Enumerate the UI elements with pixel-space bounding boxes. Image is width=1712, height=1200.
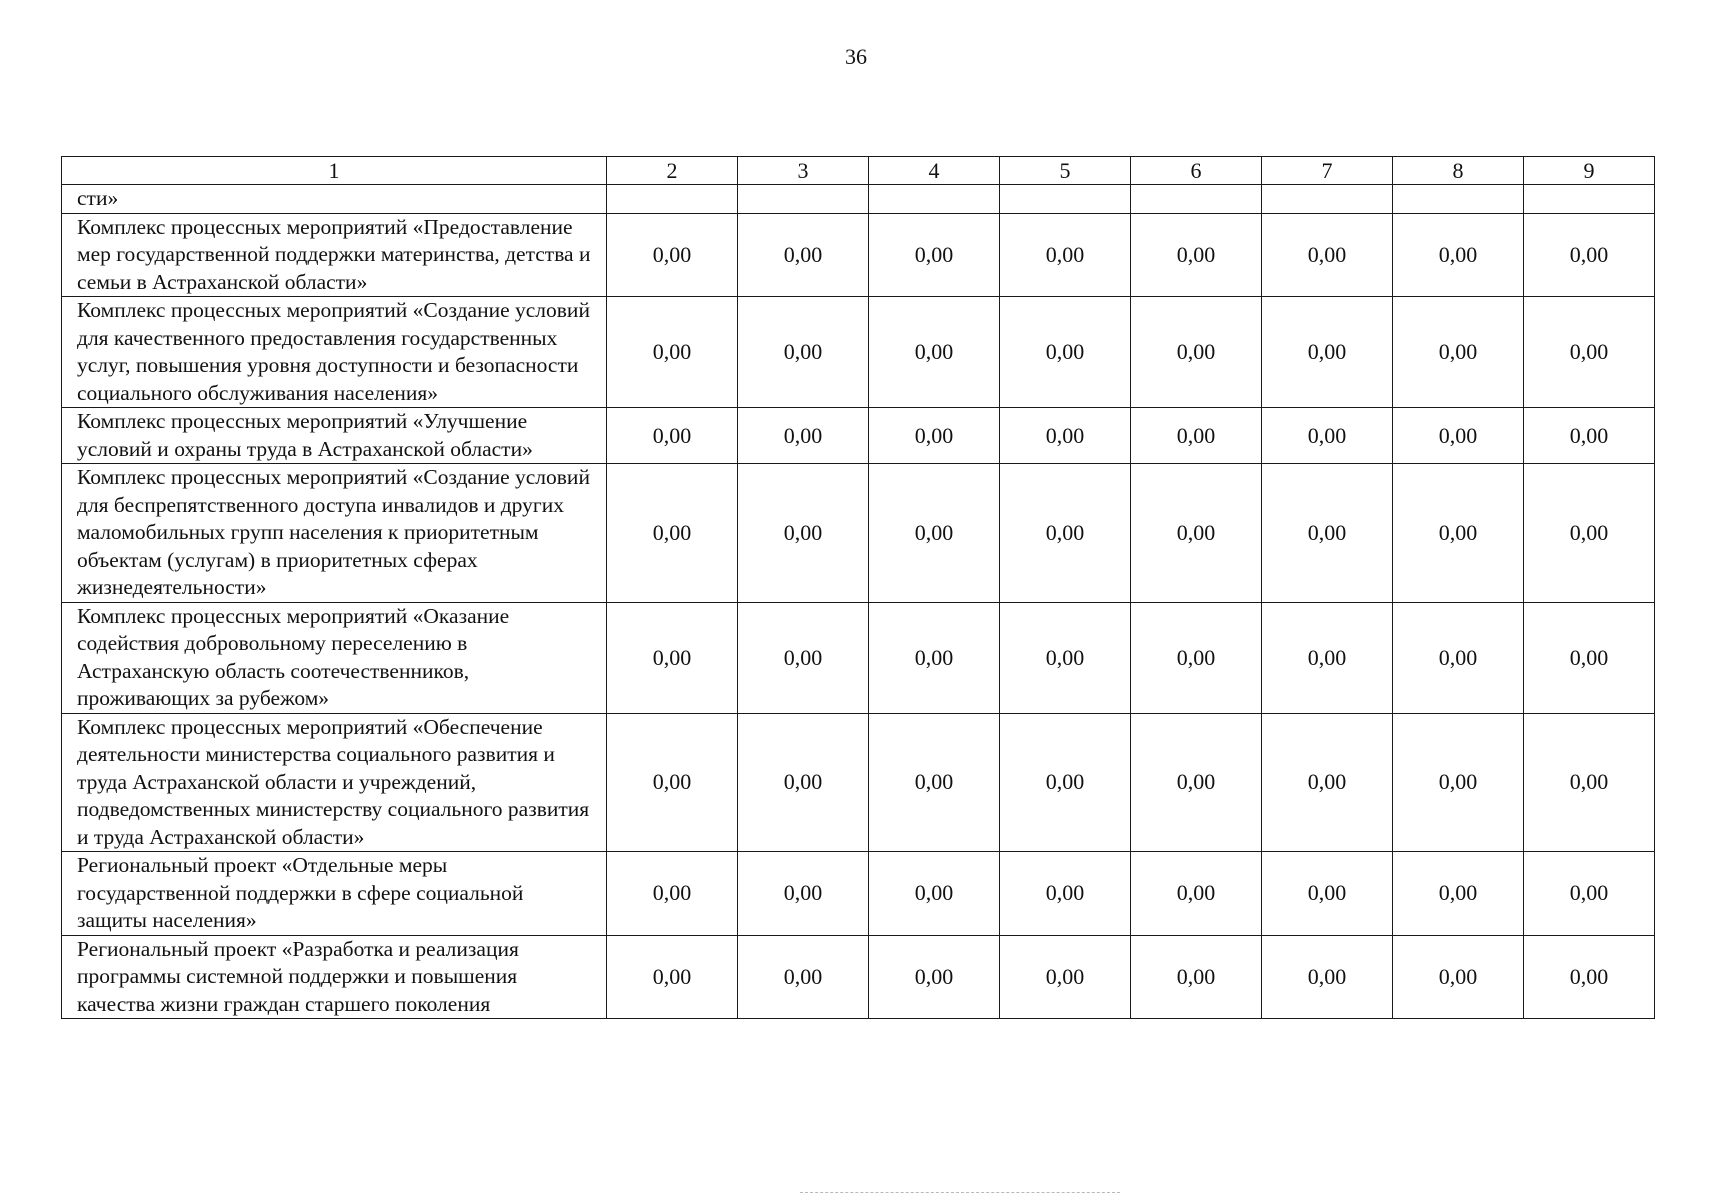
value-cell: [1393, 185, 1524, 214]
column-header: 8: [1393, 157, 1524, 185]
value-cell: 0,00: [1131, 713, 1262, 852]
value-cell: 0,00: [738, 935, 869, 1019]
column-header: 4: [869, 157, 1000, 185]
value-cell: 0,00: [1131, 935, 1262, 1019]
value-cell: [1524, 185, 1655, 214]
value-cell: 0,00: [1000, 602, 1131, 713]
table-row: [62, 408, 1655, 464]
row-name-cell: Комплекс процессных мероприятий «Обеспечение деятельности министерства социального развития и труда Астраханской области и учреждений, подведомственных министерству социального развития и труда Астраханской области»: [62, 713, 607, 852]
table-header-row: [62, 157, 1655, 185]
value-cell: 0,00: [1000, 408, 1131, 464]
value-cell: 0,00: [738, 408, 869, 464]
table-row: [62, 713, 1655, 852]
column-header: 9: [1524, 157, 1655, 185]
value-cell: 0,00: [1524, 852, 1655, 936]
value-cell: 0,00: [1000, 213, 1131, 297]
row-name-cell: Региональный проект «Отдельные меры государственной поддержки в сфере социальной защиты населения»: [62, 852, 607, 936]
value-cell: 0,00: [738, 297, 869, 408]
table-row: [62, 464, 1655, 603]
row-name-cell: Региональный проект «Разработка и реализация программы системной поддержки и повышения качества жизни граждан старшего поколения: [62, 935, 607, 1019]
value-cell: 0,00: [607, 935, 738, 1019]
value-cell: 0,00: [1393, 602, 1524, 713]
value-cell: 0,00: [738, 464, 869, 603]
value-cell: 0,00: [869, 852, 1000, 936]
value-cell: 0,00: [1524, 602, 1655, 713]
value-cell: 0,00: [1262, 935, 1393, 1019]
value-cell: 0,00: [738, 713, 869, 852]
value-cell: 0,00: [1393, 408, 1524, 464]
table-row: [62, 602, 1655, 713]
value-cell: 0,00: [869, 408, 1000, 464]
value-cell: 0,00: [738, 852, 869, 936]
value-cell: 0,00: [738, 213, 869, 297]
value-cell: 0,00: [1131, 297, 1262, 408]
value-cell: 0,00: [607, 602, 738, 713]
value-cell: 0,00: [1262, 852, 1393, 936]
column-header: 7: [1262, 157, 1393, 185]
column-header: 6: [1131, 157, 1262, 185]
value-cell: 0,00: [607, 713, 738, 852]
value-cell: 0,00: [1393, 935, 1524, 1019]
column-header: 1: [62, 157, 607, 185]
table-row: [62, 852, 1655, 936]
value-cell: 0,00: [607, 297, 738, 408]
value-cell: 0,00: [1131, 464, 1262, 603]
value-cell: 0,00: [1393, 297, 1524, 408]
value-cell: 0,00: [1524, 464, 1655, 603]
value-cell: [738, 185, 869, 214]
value-cell: 0,00: [869, 213, 1000, 297]
value-cell: 0,00: [607, 408, 738, 464]
table-row: [62, 213, 1655, 297]
page-number: 36: [845, 44, 867, 69]
value-cell: 0,00: [1393, 464, 1524, 603]
value-cell: 0,00: [1262, 297, 1393, 408]
value-cell: [1000, 185, 1131, 214]
value-cell: 0,00: [1131, 852, 1262, 936]
value-cell: 0,00: [1524, 713, 1655, 852]
row-name-cell: Комплекс процессных мероприятий «Оказание содействия добровольному переселению в Астраханскую область соотечественников, проживающих за рубежом»: [62, 602, 607, 713]
row-name-cell: Комплекс процессных мероприятий «Создание условий для беспрепятственного доступа инвалидов и других маломобильных групп населения к приоритетным объектам (услугам) в приоритетных сферах жизнедеятельности»: [62, 464, 607, 603]
row-name-cell: сти»: [62, 185, 607, 214]
value-cell: [607, 185, 738, 214]
value-cell: 0,00: [738, 602, 869, 713]
value-cell: 0,00: [1131, 213, 1262, 297]
value-cell: 0,00: [869, 602, 1000, 713]
table-row: [62, 185, 1655, 214]
value-cell: [1131, 185, 1262, 214]
row-name-cell: Комплекс процессных мероприятий «Предоставление мер государственной поддержки материнства, детства и семьи в Астраханской области»: [62, 213, 607, 297]
column-header: 2: [607, 157, 738, 185]
row-name-cell: Комплекс процессных мероприятий «Создание условий для качественного предоставления государственных услуг, повышения уровня доступности и безопасности социального обслуживания населения»: [62, 297, 607, 408]
value-cell: 0,00: [1524, 297, 1655, 408]
value-cell: 0,00: [1000, 852, 1131, 936]
value-cell: 0,00: [607, 464, 738, 603]
value-cell: 0,00: [1393, 213, 1524, 297]
value-cell: 0,00: [1000, 935, 1131, 1019]
column-header: 3: [738, 157, 869, 185]
value-cell: 0,00: [1262, 464, 1393, 603]
value-cell: 0,00: [869, 297, 1000, 408]
value-cell: 0,00: [1131, 602, 1262, 713]
value-cell: 0,00: [607, 213, 738, 297]
value-cell: 0,00: [869, 464, 1000, 603]
table-row: [62, 935, 1655, 1019]
value-cell: 0,00: [1393, 713, 1524, 852]
value-cell: 0,00: [1524, 408, 1655, 464]
row-name-cell: Комплекс процессных мероприятий «Улучшение условий и охраны труда в Астраханской области»: [62, 408, 607, 464]
value-cell: 0,00: [1262, 408, 1393, 464]
value-cell: 0,00: [1000, 297, 1131, 408]
value-cell: 0,00: [1262, 602, 1393, 713]
value-cell: 0,00: [1524, 213, 1655, 297]
value-cell: 0,00: [1393, 852, 1524, 936]
value-cell: 0,00: [1131, 408, 1262, 464]
value-cell: 0,00: [869, 713, 1000, 852]
value-cell: 0,00: [607, 852, 738, 936]
data-table: [61, 156, 1655, 1019]
value-cell: 0,00: [1000, 713, 1131, 852]
scan-artifact-line: [800, 1192, 1120, 1194]
column-header: 5: [1000, 157, 1131, 185]
table-row: [62, 297, 1655, 408]
value-cell: 0,00: [1262, 213, 1393, 297]
value-cell: [1262, 185, 1393, 214]
value-cell: 0,00: [869, 935, 1000, 1019]
value-cell: [869, 185, 1000, 214]
value-cell: 0,00: [1000, 464, 1131, 603]
value-cell: 0,00: [1262, 713, 1393, 852]
value-cell: 0,00: [1524, 935, 1655, 1019]
